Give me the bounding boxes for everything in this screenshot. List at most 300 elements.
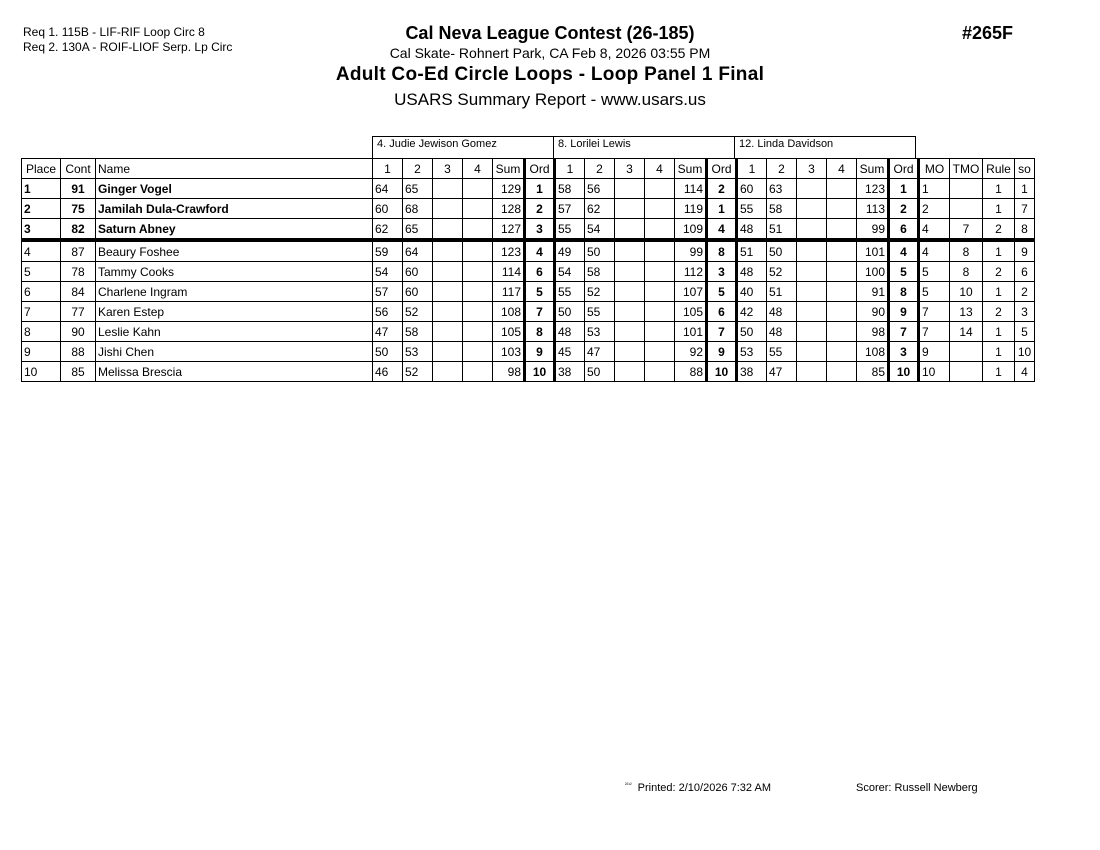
header-j2-4: 4 <box>645 159 675 179</box>
judge-3-score-2-cell: 55 <box>767 342 797 362</box>
so-cell: 10 <box>1015 342 1035 362</box>
judge-3-score-4-cell <box>827 179 857 199</box>
judge-3-sum-cell: 123 <box>857 179 889 199</box>
judge-2-score-4-cell <box>645 179 675 199</box>
judge-2-score-2-cell: 58 <box>585 262 615 282</box>
judge-3-score-1-cell: 60 <box>737 179 767 199</box>
judge-2-score-2-cell: 56 <box>585 179 615 199</box>
judge-2-ordinal-cell: 5 <box>707 282 737 302</box>
rule-cell: 1 <box>983 322 1015 342</box>
skater-name-cell: Beaury Foshee <box>96 240 373 262</box>
results-body <box>22 179 1035 382</box>
judge-1-ordinal-cell: 2 <box>525 199 555 219</box>
event-code: #265F <box>962 23 1014 43</box>
judge-3-ordinal-cell: 2 <box>889 199 919 219</box>
mo-cell: 10 <box>919 362 950 382</box>
header-j1-2: 2 <box>403 159 433 179</box>
place-cell: 3 <box>22 219 61 241</box>
judge-1-score-3-cell <box>433 199 463 219</box>
judge-3-score-4-cell <box>827 282 857 302</box>
header-j1-sum: Sum <box>493 159 525 179</box>
header-j1-3: 3 <box>433 159 463 179</box>
mo-cell: 1 <box>919 179 950 199</box>
rule-cell: 2 <box>983 219 1015 241</box>
judge-2-score-1-cell: 55 <box>555 219 585 241</box>
judge-3-score-3-cell <box>797 219 827 241</box>
report-title: USARS Summary Report - www.usars.us <box>394 90 706 109</box>
judge-2-score-4-cell <box>645 362 675 382</box>
judge-3-score-1-cell: 48 <box>737 262 767 282</box>
judge-3-sum-cell: 99 <box>857 219 889 241</box>
judge-2-score-3-cell <box>615 219 645 241</box>
table-row <box>22 219 1035 241</box>
tmo-cell: 13 <box>950 302 983 322</box>
judge-3-score-1-cell: 53 <box>737 342 767 362</box>
skater-name-cell: Jishi Chen <box>96 342 373 362</box>
judge-3-label: 12. Linda Davidson <box>734 136 916 158</box>
judge-2-score-2-cell: 47 <box>585 342 615 362</box>
contestant-number-cell: 88 <box>61 342 96 362</box>
judge-2-sum-cell: 92 <box>675 342 707 362</box>
judge-3-score-4-cell <box>827 219 857 241</box>
table-row <box>22 342 1035 362</box>
skater-name-cell: Karen Estep <box>96 302 373 322</box>
judge-1-score-2-cell: 64 <box>403 240 433 262</box>
judge-3-score-1-cell: 42 <box>737 302 767 322</box>
judge-2-score-1-cell: 49 <box>555 240 585 262</box>
judge-1-score-3-cell <box>433 262 463 282</box>
header-j2-2: 2 <box>585 159 615 179</box>
judge-1-score-2-cell: 60 <box>403 262 433 282</box>
judge-2-score-1-cell: 48 <box>555 322 585 342</box>
judge-2-score-1-cell: 54 <box>555 262 585 282</box>
judge-3-score-3-cell <box>797 262 827 282</box>
so-cell: 7 <box>1015 199 1035 219</box>
place-cell: 10 <box>22 362 61 382</box>
judge-3-score-3-cell <box>797 282 827 302</box>
judge-2-score-2-cell: 55 <box>585 302 615 322</box>
so-cell: 1 <box>1015 179 1035 199</box>
mo-cell: 7 <box>919 322 950 342</box>
judge-1-score-2-cell: 58 <box>403 322 433 342</box>
judge-1-score-3-cell <box>433 322 463 342</box>
judge-3-sum-cell: 85 <box>857 362 889 382</box>
mo-cell: 7 <box>919 302 950 322</box>
contestant-number-cell: 82 <box>61 219 96 241</box>
judge-1-score-2-cell: 60 <box>403 282 433 302</box>
place-cell: 5 <box>22 262 61 282</box>
judge-1-ordinal-cell: 4 <box>525 240 555 262</box>
header-cont: Cont <box>61 159 96 179</box>
header-j3-sum: Sum <box>857 159 889 179</box>
header-j2-3: 3 <box>615 159 645 179</box>
judge-1-score-1-cell: 56 <box>373 302 403 322</box>
contest-location-date: Cal Skate- Rohnert Park, CA Feb 8, 2026 03:55 PM <box>389 45 711 61</box>
judge-2-sum-cell: 105 <box>675 302 707 322</box>
judge-1-score-1-cell: 47 <box>373 322 403 342</box>
judge-3-score-4-cell <box>827 362 857 382</box>
mo-cell: 5 <box>919 282 950 302</box>
tmo-cell: 10 <box>950 282 983 302</box>
judge-3-score-1-cell: 40 <box>737 282 767 302</box>
judge-3-score-4-cell <box>827 240 857 262</box>
judge-2-score-3-cell <box>615 342 645 362</box>
judge-2-score-4-cell <box>645 199 675 219</box>
judge-1-score-2-cell: 52 <box>403 362 433 382</box>
place-cell: 4 <box>22 240 61 262</box>
rule-cell: 1 <box>983 362 1015 382</box>
judge-2-score-4-cell <box>645 240 675 262</box>
judge-3-score-1-cell: 50 <box>737 322 767 342</box>
skater-name-cell: Charlene Ingram <box>96 282 373 302</box>
judge-3-score-2-cell: 51 <box>767 282 797 302</box>
rule-cell: 1 <box>983 179 1015 199</box>
judge-3-score-2-cell: 48 <box>767 322 797 342</box>
judge-1-score-3-cell <box>433 282 463 302</box>
judge-3-ordinal-cell: 9 <box>889 302 919 322</box>
skater-name-cell: Leslie Kahn <box>96 322 373 342</box>
skater-name-cell: Jamilah Dula-Crawford <box>96 199 373 219</box>
header-j3-3: 3 <box>797 159 827 179</box>
judge-3-score-2-cell: 50 <box>767 240 797 262</box>
judge-1-score-1-cell: 60 <box>373 199 403 219</box>
contestant-number-cell: 85 <box>61 362 96 382</box>
judge-3-sum-cell: 100 <box>857 262 889 282</box>
judge-2-score-1-cell: 57 <box>555 199 585 219</box>
judge-1-ordinal-cell: 1 <box>525 179 555 199</box>
header-j2-1: 1 <box>555 159 585 179</box>
judge-1-score-3-cell <box>433 342 463 362</box>
judge-2-sum-cell: 99 <box>675 240 707 262</box>
judge-2-score-3-cell <box>615 302 645 322</box>
judge-2-score-4-cell <box>645 342 675 362</box>
judge-1-ordinal-cell: 7 <box>525 302 555 322</box>
judge-1-score-1-cell: 54 <box>373 262 403 282</box>
judge-3-score-4-cell <box>827 322 857 342</box>
place-cell: 8 <box>22 322 61 342</box>
judge-1-score-1-cell: 50 <box>373 342 403 362</box>
so-cell: 4 <box>1015 362 1035 382</box>
judge-1-score-1-cell: 64 <box>373 179 403 199</box>
judge-3-score-3-cell <box>797 342 827 362</box>
header-j2-ord: Ord <box>707 159 737 179</box>
judge-2-sum-cell: 88 <box>675 362 707 382</box>
judge-1-ordinal-cell: 10 <box>525 362 555 382</box>
footer-tiny-code: ²²¹² <box>625 782 632 788</box>
so-cell: 3 <box>1015 302 1035 322</box>
judge-1-sum-cell: 98 <box>493 362 525 382</box>
judge-3-sum-cell: 98 <box>857 322 889 342</box>
header-name: Name <box>96 159 373 179</box>
judge-2-score-3-cell <box>615 282 645 302</box>
rule-cell: 1 <box>983 240 1015 262</box>
table-row <box>22 179 1035 199</box>
judge-2-score-3-cell <box>615 262 645 282</box>
judge-2-sum-cell: 112 <box>675 262 707 282</box>
judge-3-score-1-cell: 48 <box>737 219 767 241</box>
judge-1-ordinal-cell: 3 <box>525 219 555 241</box>
judge-2-ordinal-cell: 9 <box>707 342 737 362</box>
judge-1-score-4-cell <box>463 262 493 282</box>
judge-1-score-2-cell: 53 <box>403 342 433 362</box>
judge-3-sum-cell: 113 <box>857 199 889 219</box>
judge-1-score-4-cell <box>463 282 493 302</box>
contestant-number-cell: 90 <box>61 322 96 342</box>
judge-2-score-2-cell: 54 <box>585 219 615 241</box>
judge-3-score-3-cell <box>797 322 827 342</box>
judge-2-score-2-cell: 50 <box>585 362 615 382</box>
header-place: Place <box>22 159 61 179</box>
so-cell: 2 <box>1015 282 1035 302</box>
judge-1-score-4-cell <box>463 362 493 382</box>
judge-1-label: 4. Judie Jewison Gomez <box>372 136 554 158</box>
judge-3-score-2-cell: 47 <box>767 362 797 382</box>
judge-2-score-3-cell <box>615 199 645 219</box>
tmo-cell <box>950 199 983 219</box>
scorer-name: Scorer: Russell Newberg <box>856 782 978 794</box>
table-row <box>22 302 1035 322</box>
judge-2-score-4-cell <box>645 262 675 282</box>
judge-2-sum-cell: 107 <box>675 282 707 302</box>
so-cell: 8 <box>1015 219 1035 241</box>
place-cell: 1 <box>22 179 61 199</box>
judge-2-score-1-cell: 50 <box>555 302 585 322</box>
judge-1-sum-cell: 123 <box>493 240 525 262</box>
judge-2-score-1-cell: 58 <box>555 179 585 199</box>
judge-1-sum-cell: 114 <box>493 262 525 282</box>
judge-1-score-4-cell <box>463 302 493 322</box>
rule-cell: 2 <box>983 302 1015 322</box>
judge-3-score-1-cell: 55 <box>737 199 767 219</box>
skater-name-cell: Melissa Brescia <box>96 362 373 382</box>
judge-3-ordinal-cell: 1 <box>889 179 919 199</box>
judge-2-score-4-cell <box>645 302 675 322</box>
judge-2-ordinal-cell: 7 <box>707 322 737 342</box>
judge-3-score-2-cell: 58 <box>767 199 797 219</box>
place-cell: 9 <box>22 342 61 362</box>
judge-1-score-4-cell <box>463 240 493 262</box>
judge-1-score-2-cell: 52 <box>403 302 433 322</box>
contestant-number-cell: 77 <box>61 302 96 322</box>
judge-1-sum-cell: 105 <box>493 322 525 342</box>
judge-3-score-3-cell <box>797 362 827 382</box>
judge-1-score-1-cell: 46 <box>373 362 403 382</box>
judge-2-score-4-cell <box>645 322 675 342</box>
place-cell: 6 <box>22 282 61 302</box>
judge-3-score-4-cell <box>827 199 857 219</box>
tmo-cell <box>950 342 983 362</box>
contestant-number-cell: 84 <box>61 282 96 302</box>
judge-3-score-4-cell <box>827 342 857 362</box>
header-j3-1: 1 <box>737 159 767 179</box>
mo-cell: 4 <box>919 240 950 262</box>
judge-1-score-2-cell: 65 <box>403 219 433 241</box>
table-row <box>22 262 1035 282</box>
header-j2-sum: Sum <box>675 159 707 179</box>
judge-3-ordinal-cell: 4 <box>889 240 919 262</box>
table-row <box>22 322 1035 342</box>
place-cell: 7 <box>22 302 61 322</box>
judge-1-ordinal-cell: 5 <box>525 282 555 302</box>
place-cell: 2 <box>22 199 61 219</box>
judge-2-ordinal-cell: 8 <box>707 240 737 262</box>
judge-2-sum-cell: 101 <box>675 322 707 342</box>
rule-cell: 1 <box>983 342 1015 362</box>
judge-1-sum-cell: 127 <box>493 219 525 241</box>
judge-1-score-3-cell <box>433 362 463 382</box>
header-rule: Rule <box>983 159 1015 179</box>
judge-1-sum-cell: 103 <box>493 342 525 362</box>
judge-1-score-4-cell <box>463 342 493 362</box>
judge-1-ordinal-cell: 6 <box>525 262 555 282</box>
judge-2-score-3-cell <box>615 179 645 199</box>
judge-2-score-2-cell: 53 <box>585 322 615 342</box>
judge-2-sum-cell: 109 <box>675 219 707 241</box>
judge-3-score-3-cell <box>797 302 827 322</box>
judge-3-ordinal-cell: 6 <box>889 219 919 241</box>
rule-cell: 2 <box>983 262 1015 282</box>
contestant-number-cell: 91 <box>61 179 96 199</box>
judge-3-score-4-cell <box>827 262 857 282</box>
judge-2-score-4-cell <box>645 219 675 241</box>
judge-1-sum-cell: 128 <box>493 199 525 219</box>
judge-2-sum-cell: 119 <box>675 199 707 219</box>
tmo-cell: 7 <box>950 219 983 241</box>
so-cell: 9 <box>1015 240 1035 262</box>
judge-2-ordinal-cell: 4 <box>707 219 737 241</box>
judge-2-ordinal-cell: 1 <box>707 199 737 219</box>
judge-3-sum-cell: 91 <box>857 282 889 302</box>
header-tmo: TMO <box>950 159 983 179</box>
judge-3-sum-cell: 90 <box>857 302 889 322</box>
printed-text: Printed: 2/10/2026 7:32 AM <box>637 782 771 794</box>
judge-2-ordinal-cell: 6 <box>707 302 737 322</box>
skater-name-cell: Saturn Abney <box>96 219 373 241</box>
tmo-cell <box>950 362 983 382</box>
judge-3-ordinal-cell: 8 <box>889 282 919 302</box>
results-table <box>21 158 1035 382</box>
header-so: so <box>1015 159 1035 179</box>
judge-1-score-3-cell <box>433 302 463 322</box>
judge-1-score-2-cell: 65 <box>403 179 433 199</box>
judge-2-ordinal-cell: 2 <box>707 179 737 199</box>
mo-cell: 9 <box>919 342 950 362</box>
judge-3-ordinal-cell: 7 <box>889 322 919 342</box>
judge-2-score-1-cell: 38 <box>555 362 585 382</box>
judge-3-score-3-cell <box>797 199 827 219</box>
tmo-cell: 14 <box>950 322 983 342</box>
judge-1-score-1-cell: 59 <box>373 240 403 262</box>
mo-cell: 4 <box>919 219 950 241</box>
judge-3-score-1-cell: 51 <box>737 240 767 262</box>
judge-1-sum-cell: 117 <box>493 282 525 302</box>
judge-1-sum-cell: 129 <box>493 179 525 199</box>
judge-1-score-4-cell <box>463 179 493 199</box>
judge-2-score-3-cell <box>615 322 645 342</box>
mo-cell: 5 <box>919 262 950 282</box>
judge-1-score-3-cell <box>433 219 463 241</box>
judge-2-score-2-cell: 62 <box>585 199 615 219</box>
event-title: Adult Co-Ed Circle Loops - Loop Panel 1 Final <box>335 64 765 85</box>
judge-3-score-2-cell: 52 <box>767 262 797 282</box>
judge-1-score-3-cell <box>433 179 463 199</box>
judge-1-ordinal-cell: 8 <box>525 322 555 342</box>
judge-2-score-3-cell <box>615 240 645 262</box>
judge-3-score-1-cell: 38 <box>737 362 767 382</box>
printed-timestamp <box>625 782 771 794</box>
judge-1-score-3-cell <box>433 240 463 262</box>
judge-3-ordinal-cell: 5 <box>889 262 919 282</box>
header-j1-1: 1 <box>373 159 403 179</box>
judge-3-score-2-cell: 63 <box>767 179 797 199</box>
judge-3-score-2-cell: 48 <box>767 302 797 322</box>
tmo-cell: 8 <box>950 240 983 262</box>
judge-2-score-1-cell: 55 <box>555 282 585 302</box>
mo-cell: 2 <box>919 199 950 219</box>
judge-2-score-3-cell <box>615 362 645 382</box>
judge-2-sum-cell: 114 <box>675 179 707 199</box>
contestant-number-cell: 78 <box>61 262 96 282</box>
tmo-cell <box>950 179 983 199</box>
judge-3-sum-cell: 101 <box>857 240 889 262</box>
judge-3-score-3-cell <box>797 240 827 262</box>
requirement-1: Req 1. 115B - LIF-RIF Loop Circ 8 <box>23 25 205 39</box>
judge-3-score-4-cell <box>827 302 857 322</box>
header-j3-2: 2 <box>767 159 797 179</box>
judge-3-sum-cell: 108 <box>857 342 889 362</box>
judge-3-ordinal-cell: 10 <box>889 362 919 382</box>
judge-1-score-1-cell: 57 <box>373 282 403 302</box>
judge-3-score-3-cell <box>797 179 827 199</box>
so-cell: 6 <box>1015 262 1035 282</box>
table-row <box>22 199 1035 219</box>
skater-name-cell: Ginger Vogel <box>96 179 373 199</box>
judge-2-score-4-cell <box>645 282 675 302</box>
header-j3-ord: Ord <box>889 159 919 179</box>
judge-2-score-1-cell: 45 <box>555 342 585 362</box>
header-j3-4: 4 <box>827 159 857 179</box>
judge-1-score-4-cell <box>463 322 493 342</box>
contestant-number-cell: 75 <box>61 199 96 219</box>
judge-2-ordinal-cell: 10 <box>707 362 737 382</box>
requirement-2: Req 2. 130A - ROIF-LIOF Serp. Lp Circ <box>23 40 233 54</box>
header-j1-ord: Ord <box>525 159 555 179</box>
contest-title: Cal Neva League Contest (26-185) <box>405 23 695 43</box>
table-row <box>22 282 1035 302</box>
tmo-cell: 8 <box>950 262 983 282</box>
judge-2-score-2-cell: 50 <box>585 240 615 262</box>
skater-name-cell: Tammy Cooks <box>96 262 373 282</box>
table-header-row <box>22 159 1035 179</box>
judge-1-score-4-cell <box>463 199 493 219</box>
so-cell: 5 <box>1015 322 1035 342</box>
judge-1-score-1-cell: 62 <box>373 219 403 241</box>
judge-2-score-2-cell: 52 <box>585 282 615 302</box>
judge-1-score-4-cell <box>463 219 493 241</box>
judge-3-score-2-cell: 51 <box>767 219 797 241</box>
judge-2-label: 8. Lorilei Lewis <box>553 136 735 158</box>
contestant-number-cell: 87 <box>61 240 96 262</box>
judge-1-score-2-cell: 68 <box>403 199 433 219</box>
judge-3-ordinal-cell: 3 <box>889 342 919 362</box>
judge-1-ordinal-cell: 9 <box>525 342 555 362</box>
table-row <box>22 240 1035 262</box>
table-row <box>22 362 1035 382</box>
header-mo: MO <box>919 159 950 179</box>
header-j1-4: 4 <box>463 159 493 179</box>
judge-2-ordinal-cell: 3 <box>707 262 737 282</box>
rule-cell: 1 <box>983 282 1015 302</box>
